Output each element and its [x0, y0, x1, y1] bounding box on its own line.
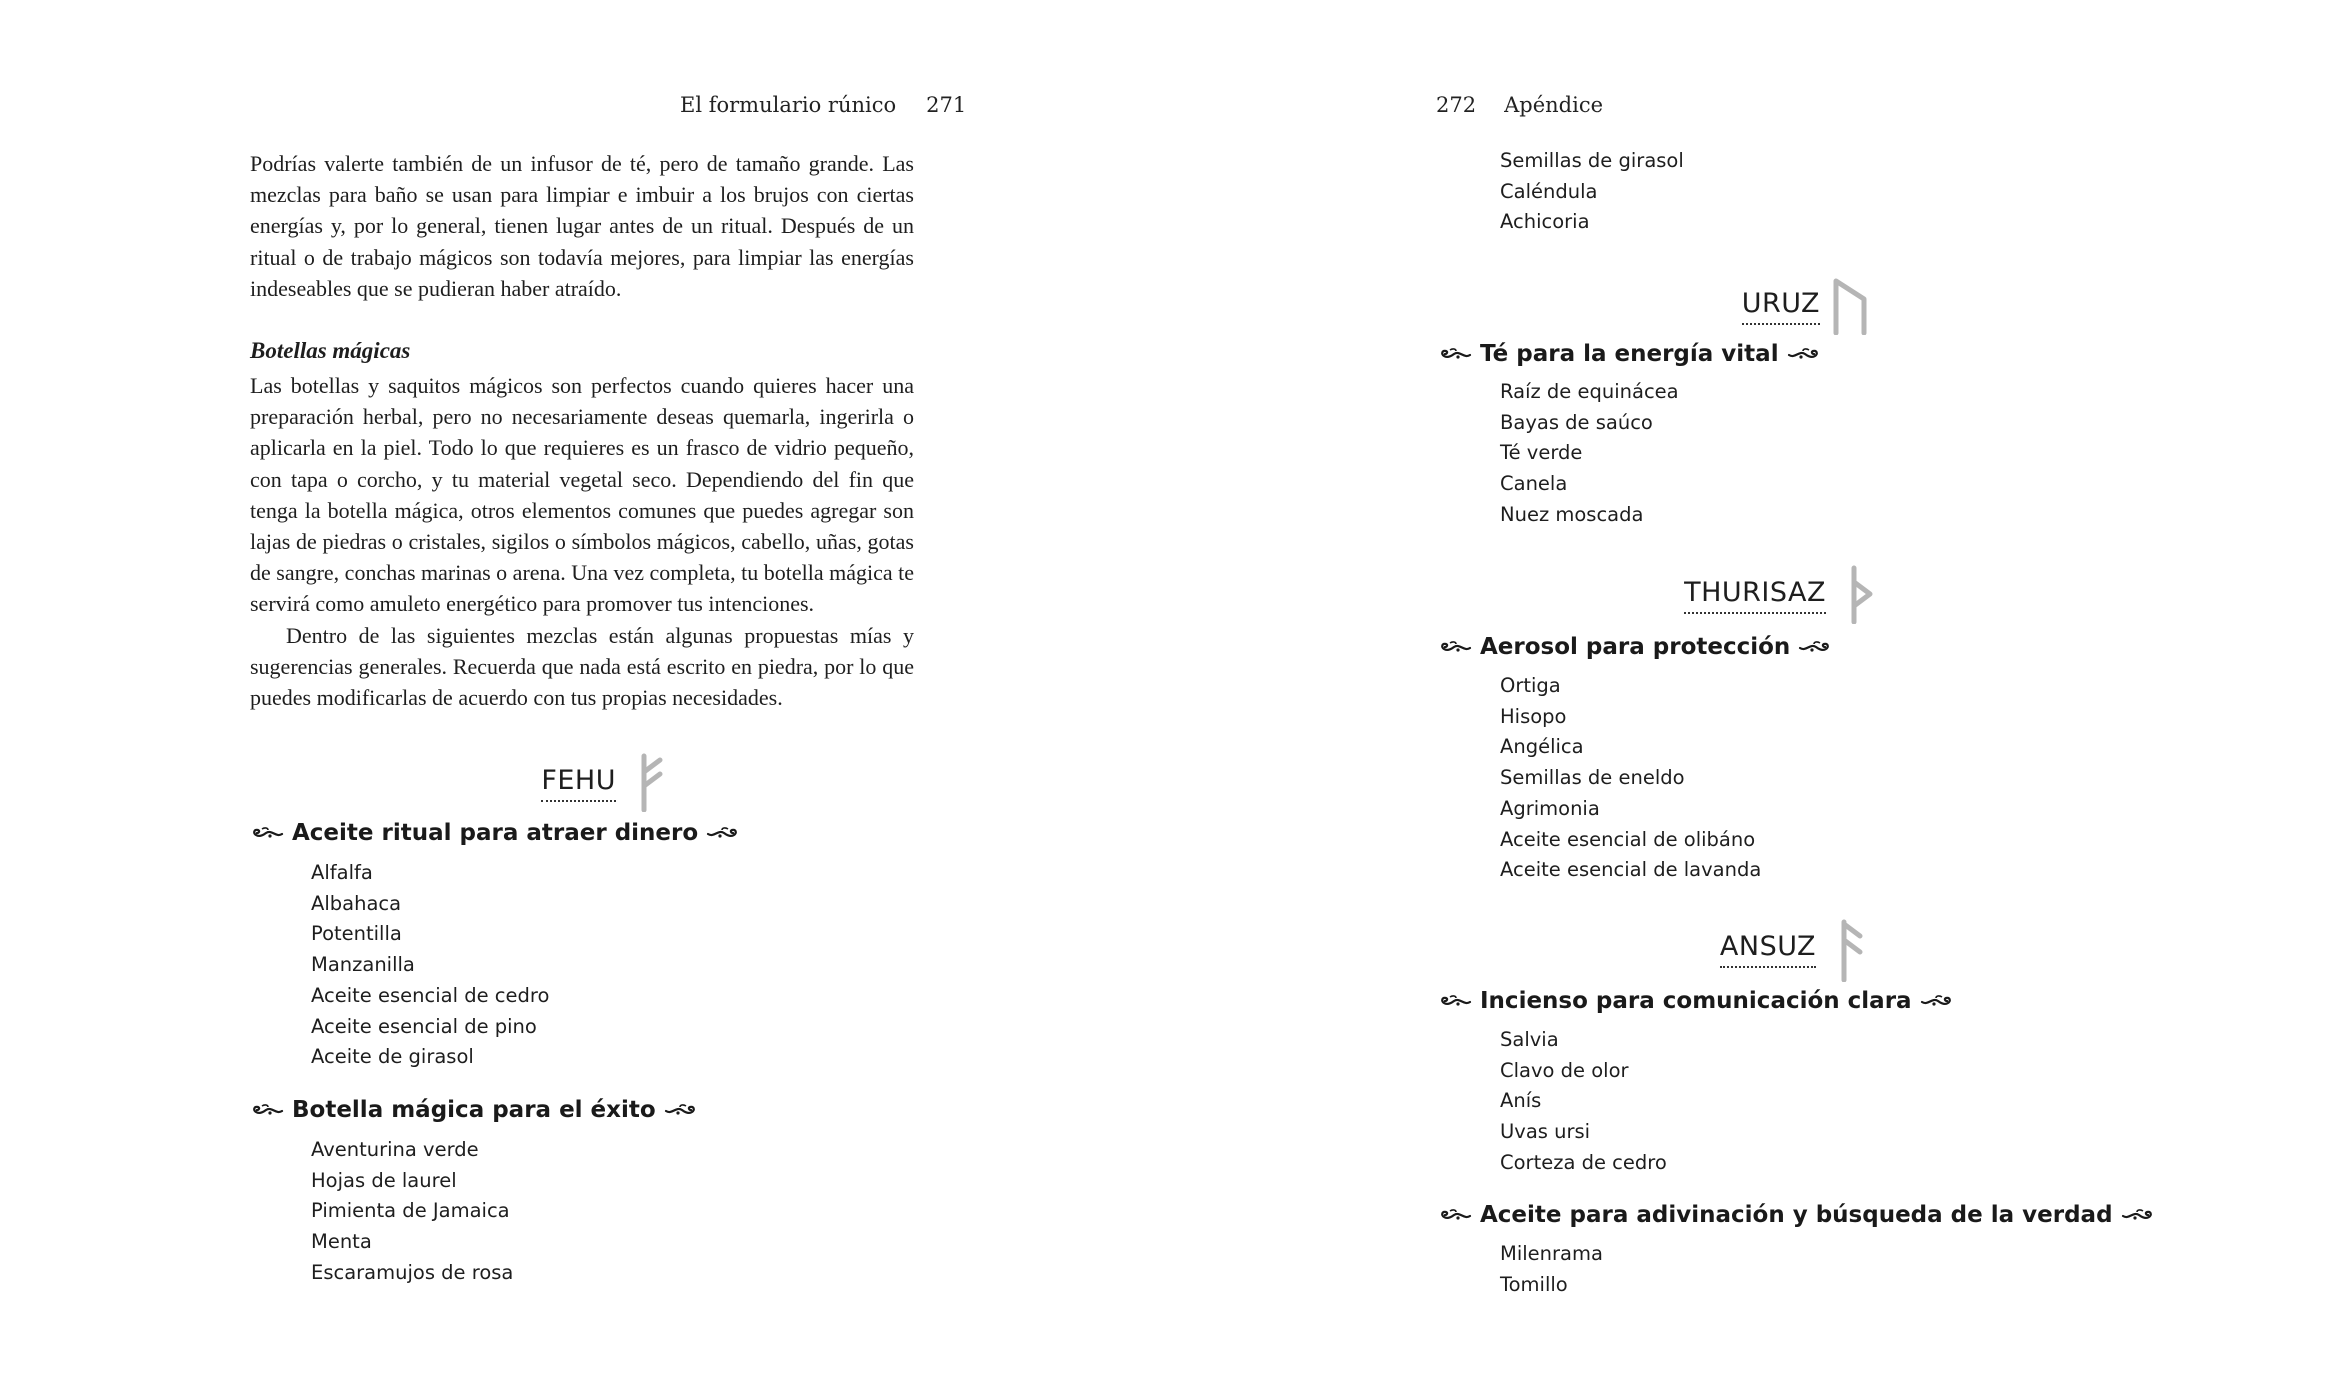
right-page [1166, 0, 2333, 1400]
section-heading: Botellas mágicas [250, 338, 411, 363]
fleuron-ornament-icon [1438, 639, 1472, 655]
list-item: Semillas de eneldo [1500, 766, 1685, 790]
ansuz-rune-icon [1836, 918, 1866, 982]
list-item: Ortiga [1500, 674, 1561, 697]
right-page-number: 272 [1436, 93, 1477, 117]
left-page [0, 0, 1166, 1400]
rune-name-uruz: URUZ [1742, 288, 1820, 325]
recipe-title-text: Incienso para comunicación clara [1480, 988, 1912, 1014]
fleuron-ornament-icon [1438, 346, 1472, 362]
list-item: Manzanilla [311, 953, 415, 977]
right-header-title: Apéndice [1504, 93, 1604, 117]
recipe-title-text: Aerosol para protección [1480, 634, 1791, 660]
fleuron-ornament-icon [664, 1102, 698, 1118]
list-item: Semillas de girasol [1500, 149, 1684, 172]
left-page-number: 271 [926, 93, 967, 117]
fleuron-ornament-icon [706, 825, 740, 841]
list-item: Clavo de olor [1500, 1058, 1629, 1082]
rune-heading-ansuz [1676, 918, 1866, 982]
fleuron-ornament-icon [2121, 1207, 2155, 1223]
recipe-title-text: Aceite para adivinación y búsqueda de la verdad [1480, 1202, 2113, 1228]
rune-heading-fehu [480, 752, 666, 816]
rune-name-thurisaz: THURISAZ [1684, 577, 1826, 614]
fleuron-ornament-icon [250, 1102, 284, 1118]
uruz-rune-icon [1830, 275, 1870, 335]
list-item: Escaramujos de rosa [311, 1260, 514, 1284]
list-item: Raíz de equinácea [1500, 380, 1679, 403]
section-body [250, 370, 914, 713]
list-item: Albahaca [311, 891, 402, 915]
list-item: Aventurina verde [311, 1138, 479, 1161]
list-item: Nuez moscada [1500, 502, 1644, 526]
list-item: Tomillo [1500, 1272, 1568, 1296]
list-item: Agrimonia [1500, 796, 1600, 820]
recipe-title-success-bottle [250, 1097, 698, 1123]
recipe-title-communication-incense [1438, 988, 1954, 1014]
right-page-header [1436, 93, 1603, 117]
fleuron-ornament-icon [250, 825, 284, 841]
fleuron-ornament-icon [1438, 1207, 1472, 1223]
recipe-title-text: Té para la energía vital [1480, 341, 1779, 367]
recipe-title-text: Aceite ritual para atraer dinero [292, 820, 699, 846]
list-item: Canela [1500, 472, 1568, 496]
list-item: Angélica [1500, 735, 1584, 759]
list-item: Alfalfa [311, 861, 373, 884]
rune-heading-uruz [1694, 275, 1870, 339]
list-item: Aceite esencial de lavanda [1500, 858, 1762, 882]
fleuron-ornament-icon [1787, 346, 1821, 362]
ingredient-list-vital-tea [1500, 377, 1679, 531]
list-item: Té verde [1500, 441, 1583, 465]
fleuron-ornament-icon [1920, 993, 1954, 1009]
recipe-title-vital-tea [1438, 341, 1821, 367]
list-item: Uvas ursi [1500, 1120, 1591, 1144]
fleuron-ornament-icon [1798, 639, 1832, 655]
list-item: Potentilla [311, 922, 402, 946]
ingredient-list-success-bottle [311, 1135, 513, 1289]
intro-paragraph: Podrías valerte también de un infusor de té, pero de tamaño grande. Las mezclas para baño se usan para limpiar e imbuir a los brujos con ciertas energías y, por lo general, tienen lugar antes de un ritual. Después de un ritual o de trabajo mágicos son todavía mejores, para limpiar las energías indeseables que se pudieran haber atraído. [250, 151, 914, 301]
thurisaz-rune-icon [1846, 564, 1876, 624]
recipe-title-text: Botella mágica para el éxito [292, 1097, 656, 1123]
list-item: Pimienta de Jamaica [311, 1199, 510, 1223]
recipe-title-money-oil [250, 820, 740, 846]
left-page-header [680, 93, 966, 117]
intro-paragraph-block [250, 148, 914, 304]
ingredient-list-money-oil [311, 858, 549, 1073]
list-item: Aceite esencial de pino [311, 1014, 537, 1038]
list-item: Caléndula [1500, 179, 1598, 203]
list-item: Achicoria [1500, 210, 1590, 234]
list-item: Corteza de cedro [1500, 1150, 1667, 1174]
list-item: Menta [311, 1230, 372, 1254]
list-item: Aceite esencial de cedro [311, 983, 550, 1007]
rune-name-fehu: FEHU [541, 765, 616, 802]
left-header-title: El formulario rúnico [680, 93, 897, 117]
fleuron-ornament-icon [1438, 993, 1472, 1009]
list-item: Hojas de laurel [311, 1168, 457, 1192]
recipe-title-protection-spray [1438, 634, 1832, 660]
list-item: Aceite esencial de olibáno [1500, 827, 1756, 851]
list-item: Anís [1500, 1089, 1542, 1113]
list-item: Bayas de saúco [1500, 410, 1653, 434]
list-item: Milenrama [1500, 1242, 1603, 1265]
section-paragraph-2: Dentro de las siguientes mezclas están algunas propuestas mías y sugerencias generales. Recuerda que nada está escrito en piedra, por lo que puedes modificarlas de acuerdo con tus propias necesidades. [250, 622, 914, 711]
rune-name-ansuz: ANSUZ [1720, 931, 1816, 968]
fehu-rune-icon [636, 752, 666, 812]
list-item: Aceite de girasol [311, 1045, 474, 1069]
section-paragraph-1: Las botellas y saquitos mágicos son perfectos cuando quieres hacer una preparación herbal, pero no necesariamente deseas quemarla, ingerirla o aplicarla en la piel. Todo lo que requieres es un frasco de vidrio pequeño, con tapa o corcho, y tu material vegetal seco. Dependiendo del fin que tenga la botella mágica, otros elementos comunes que puedes agregar son lajas de piedras o cristales, sigilos o símbolos mágicos, cabello, uñas, gotas de sangre, conchas marinas o arena. Una vez completa, tu botella mágica te servirá como amuleto energético para promover tus intenciones. [250, 373, 914, 617]
list-item: Salvia [1500, 1028, 1559, 1051]
list-item: Hisopo [1500, 704, 1567, 728]
rune-heading-thurisaz [1646, 564, 1876, 628]
ingredient-list-continued [1500, 146, 1684, 238]
ingredient-list-communication-incense [1500, 1025, 1667, 1179]
ingredient-list-divination-oil [1500, 1239, 1603, 1300]
ingredient-list-protection-spray [1500, 671, 1761, 886]
recipe-title-divination-oil [1438, 1202, 2155, 1228]
